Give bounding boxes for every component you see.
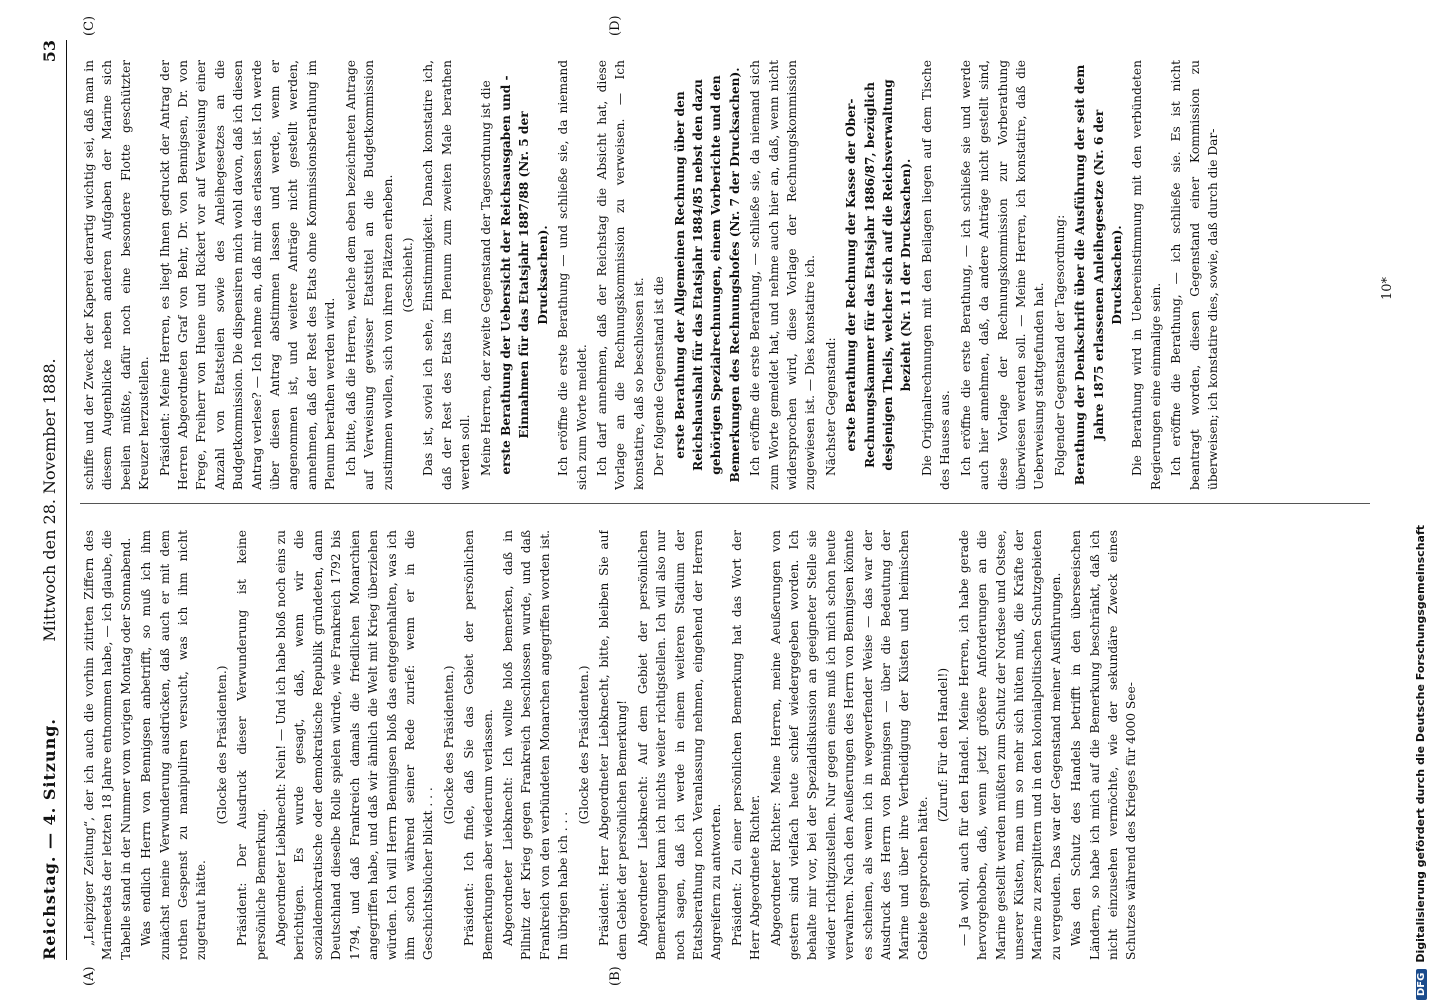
paragraph: Nächster Gegenstand: — [823, 337, 838, 476]
paragraph: Was endlich Herrn von Bennigsen anbetrifft, so muß ich ihm zunächst meine Verwunderung ausdrücken, daß auch er mit dem rothen Gespenst zu manipuliren versucht, was ich ihm nicht zugetraut hätte. — [139, 530, 209, 960]
paragraph: Abgeordneter Liebknecht: Auf dem Gebiet der persönlichen Bemerkungen kann ich nichts weiter richtigstellen. Ich will also nur noch sagen, daß ich werde in einem weiteren Stadium der Etatsberathung noch Veranlassung nehmen, eingehend der Herren Angreifern zu antworten. — [635, 530, 724, 960]
signature-mark: 10* — [1380, 276, 1395, 300]
paragraph: Präsident: Herr Abgeordneter Liebknecht, bitte, bleiben Sie auf dem Gebiet der persönlichen Bemerkung! — [596, 530, 630, 960]
left-text-column — [80, 530, 1380, 960]
paragraph: Die Berathung wird in Uebereinstimmung mit den verbündeten Regierungen eine einmalige sein. — [1130, 60, 1163, 490]
paragraph: Das ist, soviel ich sehe, Einstimmigkeit. Danach konstatire ich, daß der Rest des Etats im Plenum zum zweiten Male berathen werden soll. — [421, 60, 473, 490]
margin-marker-d: (D) — [608, 15, 623, 36]
paragraph: Ich eröffne die erste Berathung, — schließe sie, da niemand sich zum Worte gemeldet hat, und nehme auch hier an, daß, wenn nicht widersprochen wird, diese Vorlage der Rechnungskommission zugewiesen ist. — Dies konstatire ich. — [748, 60, 818, 490]
digitization-credit — [1414, 0, 1432, 1000]
stage-direction: (Glocke des Präsidenten.) — [576, 665, 591, 825]
header-center: Mittwoch den 28. November 1888. — [40, 358, 59, 642]
margin-marker-a: (A) — [82, 966, 97, 986]
paragraph: Meine Herren, der zweite Gegenstand der Tagesordnung ist die — [478, 80, 493, 476]
stage-direction: (Zuruf: Für den Handel!) — [936, 667, 951, 823]
page-number: 53 — [40, 40, 59, 63]
paragraph: Abgeordneter Liebknecht: Nein! — Und ich habe bloß noch eins zu berichtigen. Es wurde gesagt, daß, wenn wir die sozialdemokratische oder demokratische Republik gründeten, dann Deutschland dieselbe Rolle spielen würde, wie Frankreich 1792 bis 1794, und daß Frankreich damals die friedlichen Monarchien angegriffen habe, und daß wir ähnlich die Welt mit Krieg überziehen würden. Ich will Herrn Bennigsen bloß das entgegenhalten, was ich ihm schon während seiner Rede zurief: wenn er in die Geschichtsbücher blickt . . . — [274, 530, 436, 960]
paragraph: Präsident: Meine Herren, es liegt Ihnen gedruckt der Antrag der Herren Abgeordneten Graf von Behr, Dr. von Bennigsen, Dr. von Frege, Freiherr von Huene und Rickert vor auf Verweisung einer Anzahl von Etatsteilen sowie des Anleihegesetzes an die Budgetkommission. Die dispensiren mich wohl davon, daß ich diesen Antrag verlese? — Ich nehme an, daß mir das erlassen ist. Ich werde über diesen Antrag abstimmen lassen und werde, wenn er angenommen ist, und weitere Anträge nicht gestellt werden, annehmen, daß der Rest des Etats ohne Kommissionsberathung im Plenum berathen werden wird. — [157, 60, 338, 490]
paragraph: Präsident: Zu einer persönlichen Bemerkung hat das Wort der Herr Abgeordnete Richter. — [729, 530, 763, 960]
stage-direction: (Geschieht.) — [400, 237, 415, 313]
paragraph: Ich eröffne die erste Berathung — und schließe sie, da niemand sich zum Worte meldet. — [556, 60, 589, 490]
rotated-page — [8, 0, 1408, 1000]
header-left: Reichstag. — 4. Sitzung. — [40, 718, 59, 960]
stage-direction: (Glocke des Präsidenten.) — [441, 665, 456, 825]
paragraph: Ich eröffne die Berathung, — ich schließe sie. Es ist nicht beantragt worden, diesen Gegenstand einer Kommission zu überweisen; ich konstatire dies, sowie, daß durch die Dar- — [1169, 60, 1220, 490]
agenda-heading: Berathung der Denkschrift über die Ausführung der seit dem Jahre 1875 erlassenen Anleihegesetze (Nr. 6 der Drucksachen). — [1073, 64, 1124, 486]
agenda-heading: erste Berathung der Uebersicht der Reichsausgaben und -Einnahmen für das Etatsjahr 1887/88 (Nr. 5 der Drucksachen). — [498, 75, 550, 475]
paragraph: schiffe und der Zweck der Kaperei derartig wichtig sei, daß man in diesem Augenblicke neben anderen Aufgaben der Marine sich beeilen müßte, dafür noch eine besondere Flotte geschützter Kreuzer herzustellen. — [82, 60, 152, 490]
paragraph: Präsident: Ich finde, daß Sie das Gebiet der persönlichen Bemerkungen aber wiederum verlassen. — [462, 530, 495, 960]
column-divider — [80, 503, 1370, 504]
paragraph: Ich bitte, daß die Herren, welche dem eben bezeichneten Antrage auf Verweisung gewisser Etatstitel an die Budgetkommission zustimmen wollen, sich von ihren Plätzen erheben. — [343, 60, 395, 490]
paragraph: Die Originalrechnungen mit den Beilagen liegen auf dem Tische des Hauses aus. — [919, 60, 953, 490]
agenda-heading: erste Berathung der Allgemeinen Rechnung über den Reichshaushalt für das Etatsjahr 1884/85 nebst den dazu gehörigen Spezialrechnungen, einem Vorberichte und den Bemerkungen des Rechnungshofes (Nr. 7 der Drucksachen). — [672, 67, 742, 483]
paragraph: Abgeordneter Liebknecht: Ich wollte bloß bemerken, daß in Pillnitz der Krieg gegen Frankreich beschlossen wurde, und daß Frankreich von den verbündeten Monarchen angegriffen worden ist. Im übrigen habe ich . . . — [500, 530, 571, 960]
stage-direction: (Glocke des Präsidenten.) — [214, 665, 229, 825]
credit-text: Digitalisierung gefördert durch die Deutsche Forschungsgemeinschaft — [1414, 524, 1427, 963]
paragraph: Was den Schutz des Handels betrifft in den überseeischen Ländern, so habe ich mich auf die Bemerkung beschränkt, daß ich nicht einzusehen vermöchte, wie der sekundäre Zweck eines Schutzes während des Krieges für 4000 See- — [1069, 530, 1139, 960]
margin-marker-b: (B) — [608, 966, 623, 986]
paragraph: Abgeordneter Richter: Meine Herren, meine Aeußerungen von gestern sind vielfach heute schief wiedergegeben worden. Ich behalte mir vor, bei der Spezialdiskussion an geeigneter Stelle sie wieder richtigzustellen. Nur gegen eines muß ich mich schon heute verwahren. Nach den Aeußerungen des Herrn von Bennigsen könnte es scheinen, als wenn ich in wegwerfender Weise — das war der Ausdruck des Herrn von Bennigsen — über die Bedeutung der Marine und über ihre Vertheidigung der Küsten und heimischen Gebiete gesprochen hätte. — [768, 530, 930, 960]
margin-marker-c: (C) — [82, 15, 97, 36]
agenda-heading: erste Berathung der Rechnung der Kasse der Ober-Rechnungskammer für das Etatsjahr 1886/87, bezüglich desjenigen Theils, welcher sich auf die Reichsverwaltung bezieht (Nr. 11 der Drucksachen). — [844, 79, 914, 471]
paragraph: Der folgende Gegenstand ist die — [652, 276, 667, 476]
paragraph: Ich eröffne die erste Berathung, — ich schließe sie und werde auch hier annehmen, daß, da andere Anträge nicht gestellt sind, diese Vorlage der Rechnungskommission zur Vorberathung überwiesen werden soll. — Meine Herren, ich konstatire, daß die Ueberweisung stattgefunden hat. — [958, 60, 1047, 490]
paragraph: — Ja wohl, auch für den Handel. Meine Herren, ich habe gerade hervorgehoben, daß, wenn jetzt größere Anforderungen an die Marine gestellt werden müßten zum Schutz der Nordsee und Ostsee, unserer Küsten, man um so mehr sich hüten muß, die Kräfte der Marine zu zersplittern und in den kolonialpolitischen Schutzgebieten zu vergeuden. Das war der Gegenstand meiner Ausführungen. — [956, 530, 1063, 960]
page-header — [36, 40, 67, 960]
paragraph: Folgender Gegenstand der Tagesordnung: — [1052, 214, 1067, 476]
dfg-logo: DFG — [1416, 969, 1427, 1000]
paragraph: Ich darf annehmen, daß der Reichstag die Absicht hat, diese Vorlage an die Rechnungskommission zu verweisen. — Ich konstatire, daß so beschlossen ist. — [594, 60, 646, 490]
right-text-column — [80, 60, 1380, 490]
paragraph: Präsident: Der Ausdruck dieser Verwunderung ist keine persönliche Bemerkung. — [235, 530, 268, 960]
paragraph: „Leipziger Zeitung“, der ich auch die vorhin zitirten Ziffern des Marineetats der letzten 18 Jahre entnommen habe, — ich glaube, die Tabelle stand in der Nummer vom vorigen Montag oder Sonnabend. — [82, 530, 133, 960]
